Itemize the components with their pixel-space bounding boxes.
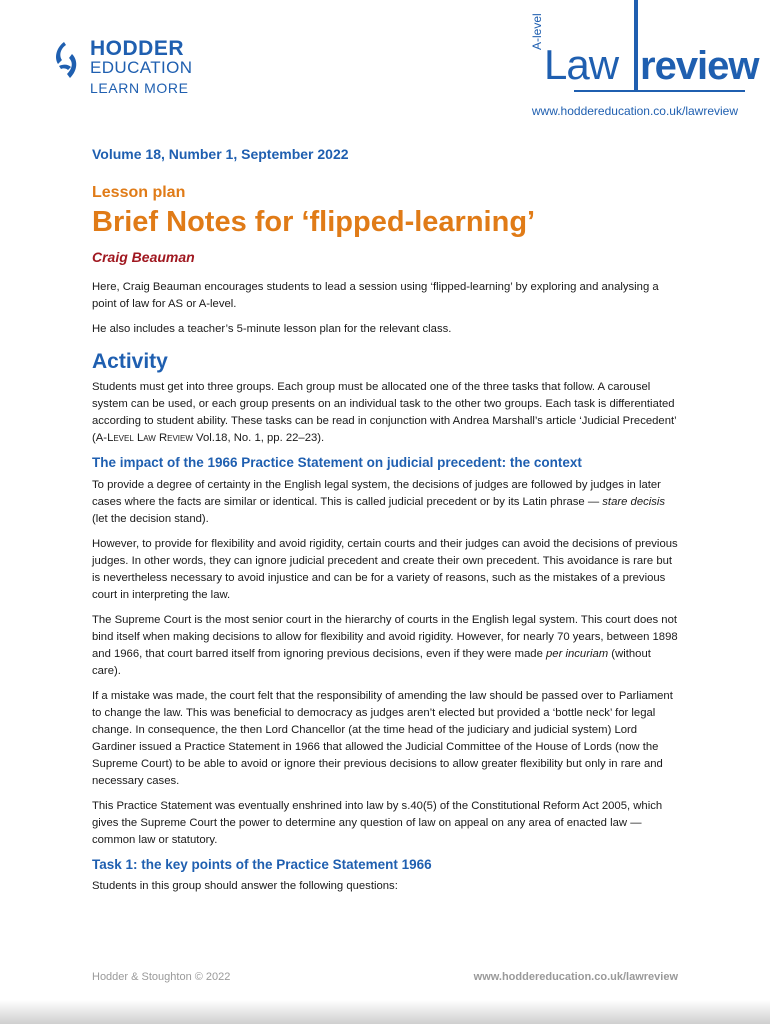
latin-term: per incuriam — [546, 647, 609, 660]
article-author: Craig Beauman — [92, 249, 195, 266]
activity-paragraph: Students must get into three groups. Each group must be allocated one of the three tasks that follow. A carousel system can be used, or each group presents on an individual task to the other two groups. Each task is differentiated according to student ability. These tasks can be read in conjunction with Andrea Marshall’s article ‘Judicial Precedent’ (A-Level Law Review Vol.18, No. 1, pp. 22–23). — [92, 381, 677, 445]
logo-learn-more: LEARN MORE — [90, 80, 189, 96]
context-paragraph: However, to provide for flexibility and avoid rigidity, certain courts and their judges can avoid the decisions of previous judges. In other words, they can ignore judicial precedent and create their own precedent. This avoidance is rare but is nevertheless necessary to avoid injustice and can be for a variety of reasons, such as the mistakes of a previous court in interpreting the law. — [92, 537, 678, 601]
page-edge-shadow — [0, 1000, 770, 1024]
hodder-education-logo — [50, 38, 200, 98]
logo-a-level: A-level — [530, 13, 544, 50]
logo-review: review — [640, 44, 759, 88]
context-paragraph: The Supreme Court is the most senior court in the hierarchy of courts in the English legal system. This court does not bind itself when making decisions to allow for flexibility and avoid rigidity. However, for nearly 70 years, between 1898 and 1966, that court barred itself from ignoring previous decisions, even if they were made per incuriam (without care). — [92, 613, 678, 677]
issue-volume: Volume 18, Number 1, September 2022 — [92, 146, 349, 162]
logo-vertical-bar — [634, 0, 638, 90]
section-heading-task-1: Task 1: the key points of the Practice Statement 1966 — [92, 856, 432, 872]
section-heading-activity: Activity — [92, 350, 168, 374]
journal-name-small-caps: A-Level Law Review — [95, 432, 193, 445]
logo-law: Law — [544, 41, 619, 88]
header-website-link[interactable]: www.hoddereducation.co.uk/lawreview — [531, 104, 738, 118]
law-review-logo — [530, 0, 759, 92]
footer-copyright: Hodder & Stoughton © 2022 — [92, 971, 231, 983]
context-paragraph: If a mistake was made, the court felt that the responsibility of amending the law should be passed over to Parliament to change the law. This was beneficial to democracy as judges aren’t elected but provided a ‘bottle neck’ for legal change. In consequence, the then Lord Chancellor (at the time head of the judiciary and judicial system) Lord Gardiner issued a Practice Statement in 1966 that allowed the Judicial Committee of the House of Lords (now the Supreme Court) to be able to avoid or ignore their previous decisions to allow greater flexibility but only in rare and necessary cases. — [92, 689, 673, 787]
hodder-swoosh-icon — [50, 40, 84, 80]
article-kicker: Lesson plan — [92, 184, 186, 201]
logo-education: EDUCATION — [90, 58, 193, 77]
footer-website-link[interactable]: www.hoddereducation.co.uk/lawreview — [473, 971, 678, 983]
logo-underline — [574, 90, 745, 92]
task-1-paragraph: Students in this group should answer the following questions: — [92, 879, 398, 892]
context-paragraph: To provide a degree of certainty in the English legal system, the decisions of judges are followed by judges in later cases where the facts are similar or identical. This is called judicial precedent or by its Latin phrase — stare decisis (let the decision stand). — [92, 478, 666, 525]
article-body — [92, 146, 682, 903]
latin-term: stare decisis — [602, 495, 666, 508]
intro-paragraph: Here, Craig Beauman encourages students to lead a session using ‘flipped-learning’ by exploring and analysing a point of law for AS or A-level. — [92, 281, 659, 311]
article-title: Brief Notes for ‘flipped-learning’ — [92, 206, 536, 238]
section-heading-context: The impact of the 1966 Practice Statement on judicial precedent: the context — [92, 455, 582, 471]
logo-hodder: HODDER — [90, 37, 185, 60]
context-paragraph: This Practice Statement was eventually enshrined into law by s.40(5) of the Constitutional Reform Act 2005, which gives the Supreme Court the power to determine any question of law on appeal on any area of enacted law — common law or statutory. — [92, 799, 663, 846]
intro-paragraph: He also includes a teacher’s 5-minute lesson plan for the relevant class. — [92, 323, 452, 336]
